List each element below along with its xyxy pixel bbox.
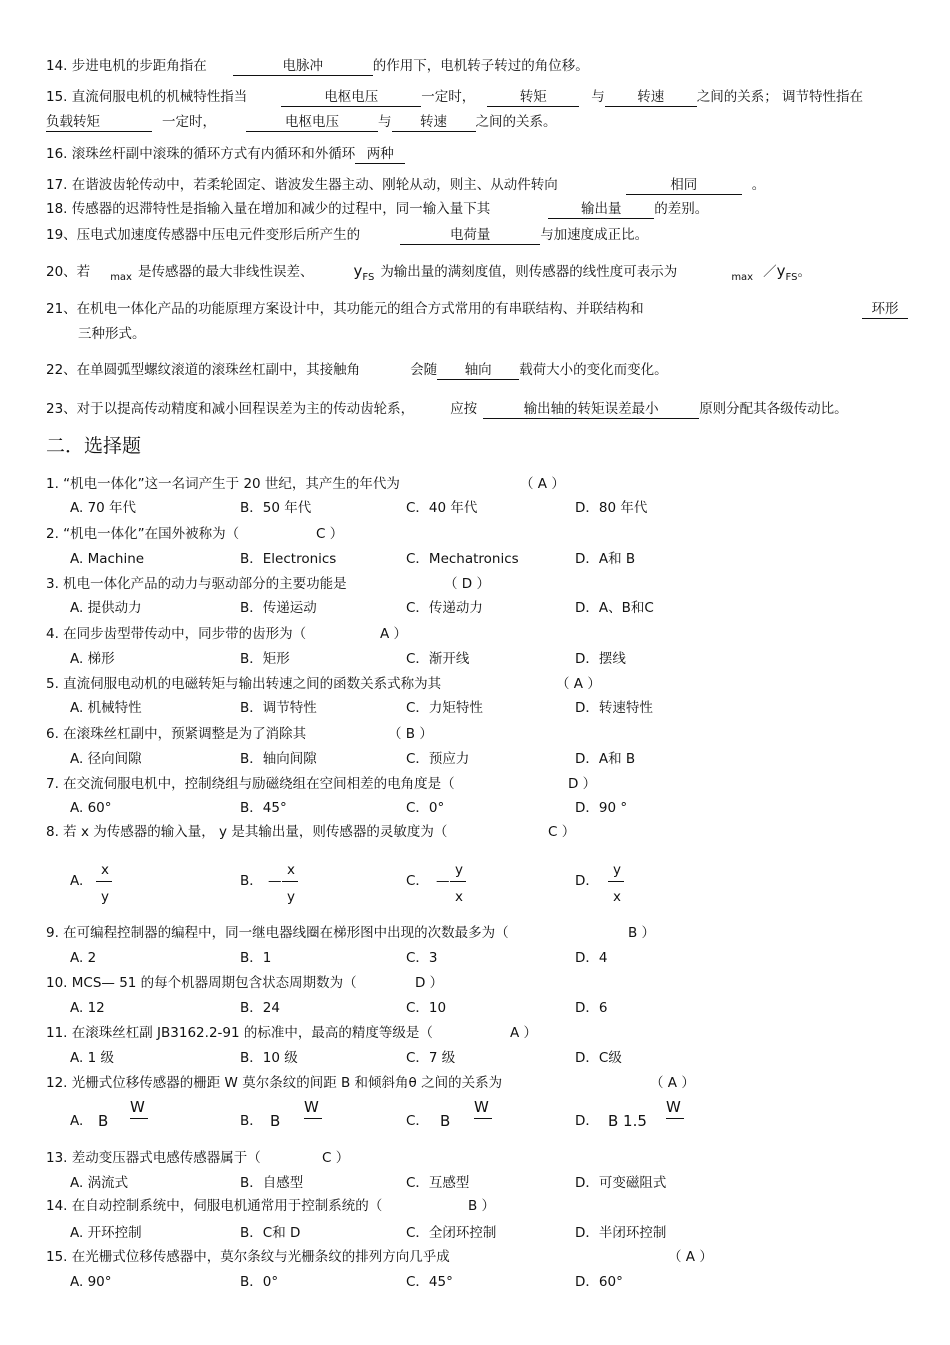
option-7-B: B．45° xyxy=(240,800,287,816)
q8-fraction-bar-A xyxy=(96,881,112,882)
question-7: 7. 在交流伺服电机中，控制绕组与励磁绕组在空间相差的电角度是（ xyxy=(46,776,455,792)
option-3-D: D．A、B和C xyxy=(575,600,654,616)
q8-denominator-C: x xyxy=(455,889,463,905)
option-5-B: B．调节特性 xyxy=(240,700,317,716)
option-15-B: B．0° xyxy=(240,1274,279,1290)
answer-2: C ） xyxy=(316,526,344,542)
question-5: 5. 直流伺服电动机的电磁转矩与输出转速之间的函数关系式称为其 xyxy=(46,676,442,692)
option-1-C: C．40 年代 xyxy=(406,500,478,516)
q21-line1: 21、在机电一体化产品的功能原理方案设计中，其功能元的组合方式常用的有串联结构、并联结构和 xyxy=(46,301,644,317)
q21-blank-wrap xyxy=(862,300,908,319)
option-8-C: C． xyxy=(406,873,429,889)
option-12-C: C． xyxy=(406,1113,429,1129)
option-15-A: A. 90° xyxy=(70,1274,112,1290)
q8-denominator-A: y xyxy=(101,889,109,905)
option-5-A: A. 机械特性 xyxy=(70,700,142,716)
option-1-D: D．80 年代 xyxy=(575,500,648,516)
q15-blank3: 转速 xyxy=(605,88,697,107)
option-10-B: B．24 xyxy=(240,1000,280,1016)
option-4-A: A. 梯形 xyxy=(70,651,115,667)
q8-fraction-bar-C xyxy=(450,881,466,882)
answer-15: （ A ） xyxy=(668,1249,713,1265)
q15-blank5: 电枢电压 xyxy=(246,113,378,132)
option-10-C: C．10 xyxy=(406,1000,447,1016)
question-11: 11. 在滚珠丝杠副 JB3162.2-91 的标准中，最高的精度等级是（ xyxy=(46,1025,433,1041)
q14-blank: 电脉冲 xyxy=(233,57,373,76)
q12-bar-C xyxy=(474,1118,492,1119)
option-9-D: D．4 xyxy=(575,950,608,966)
option-4-C: C．渐开线 xyxy=(406,651,470,667)
answer-11: A ） xyxy=(510,1025,538,1041)
q17-blank: 相同 xyxy=(626,176,742,195)
q15-line2: 负载转矩 一定时， 电枢电压 与 转速 之间的关系。 xyxy=(46,114,557,130)
option-2-D: D．A和 B xyxy=(575,551,636,567)
option-6-C: C．预应力 xyxy=(406,751,470,767)
q23-line: 23、对于以提高传动精度和减小回程误差为主的传动齿轮系， 应按 输出轴的转矩误差最小 原则分配其各级传动比。 xyxy=(46,401,848,417)
option-14-A: A. 开环控制 xyxy=(70,1225,142,1241)
q15-blank2: 转矩 xyxy=(487,88,579,107)
option-4-D: D．摆线 xyxy=(575,651,626,667)
q12-expr-B: B xyxy=(270,1112,281,1130)
option-14-D: D．半闭环控制 xyxy=(575,1225,667,1241)
option-11-A: A. 1 级 xyxy=(70,1050,114,1066)
q21-line2: 三种形式。 xyxy=(78,326,146,342)
q12-expr-C: B xyxy=(440,1112,451,1130)
q16-line: 16. 滚珠丝杆副中滚珠的循环方式有内循环和外循环 两种 xyxy=(46,145,405,164)
option-8-B: B． xyxy=(240,873,263,889)
option-9-A: A. 2 xyxy=(70,950,97,966)
option-5-D: D．转速特性 xyxy=(575,700,653,716)
q8-numerator-B: x xyxy=(287,862,295,878)
answer-6: （ B ） xyxy=(388,726,433,742)
q12-bar-D xyxy=(666,1118,684,1119)
answer-10: D ） xyxy=(415,975,444,991)
question-15: 15. 在光栅式位移传感器中，莫尔条纹与光栅条纹的排列方向几乎成 xyxy=(46,1249,450,1265)
option-15-C: C．45° xyxy=(406,1274,453,1290)
q15-blank1: 电枢电压 xyxy=(281,88,421,107)
q18-blank: 输出量 xyxy=(548,200,654,219)
option-2-A: A. Machine xyxy=(70,551,145,567)
question-13: 13. 差动变压器式电感传感器属于（ xyxy=(46,1150,261,1166)
option-8-A: A. xyxy=(70,873,84,889)
question-12: 12. 光栅式位移传感器的栅距 W 莫尔条纹的间距 B 和倾斜角θ 之间的关系为 xyxy=(46,1075,503,1091)
q15-line1: 15. 直流伺服电机的机械特性指当 电枢电压 一定时， 转矩 与 转速 之间的关系； 调节特性指在 xyxy=(46,89,864,105)
option-6-A: A. 径向间隙 xyxy=(70,751,142,767)
q17-line: 17. 在谐波齿轮传动中，若柔轮固定、谐波发生器主动、刚轮从动，则主、从动件转向 相同 。 xyxy=(46,177,766,193)
q12-w-B: W xyxy=(304,1098,319,1116)
option-1-B: B．50 年代 xyxy=(240,500,312,516)
option-4-B: B．矩形 xyxy=(240,651,290,667)
q12-w-D: W xyxy=(666,1098,681,1116)
option-14-C: C．全闭环控制 xyxy=(406,1225,497,1241)
q12-expr-A: B xyxy=(98,1112,109,1130)
option-12-D: D． xyxy=(575,1113,599,1129)
question-2: 2. “机电一体化”在国外被称为（ xyxy=(46,526,240,542)
q8-denominator-D: x xyxy=(613,889,621,905)
q8-numerator-C: y xyxy=(455,862,463,878)
option-14-B: B．C和 D xyxy=(240,1225,301,1241)
question-10: 10. MCS— 51 的每个机器周期包含状态周期数为（ xyxy=(46,975,357,991)
q8-fraction-bar-D xyxy=(608,881,624,882)
question-9: 9. 在可编程控制器的编程中，同一继电器线圈在梯形图中出现的次数最多为（ xyxy=(46,925,509,941)
answer-1: （ A ） xyxy=(520,476,565,492)
option-3-B: B．传递运动 xyxy=(240,600,317,616)
q16-blank: 两种 xyxy=(355,145,405,164)
option-12-B: B． xyxy=(240,1113,263,1129)
q19-line: 19、压电式加速度传感器中压电元件变形后所产生的 电荷量 与加速度成正比。 xyxy=(46,227,649,243)
option-8-D: D． xyxy=(575,873,599,889)
option-10-A: A. 12 xyxy=(70,1000,105,1016)
option-7-A: A. 60° xyxy=(70,800,112,816)
q21-blank: 环形 xyxy=(862,300,908,319)
q12-bar-B xyxy=(304,1118,322,1119)
question-3: 3. 机电一体化产品的动力与驱动部分的主要功能是 xyxy=(46,576,347,592)
option-7-C: C．0° xyxy=(406,800,445,816)
option-13-C: C．互感型 xyxy=(406,1175,470,1191)
q8-sign-B: — xyxy=(268,873,282,889)
option-2-B: B．Electronics xyxy=(240,551,337,567)
question-14: 14. 在自动控制系统中，伺服电机通常用于控制系统的（ xyxy=(46,1198,383,1214)
answer-9: B ） xyxy=(628,925,656,941)
q15-blank6: 转速 xyxy=(392,113,476,132)
q12-w-A: W xyxy=(130,1098,145,1116)
option-11-B: B．10 级 xyxy=(240,1050,298,1066)
option-13-D: D．可变磁阻式 xyxy=(575,1175,667,1191)
q22-blank: 轴向 xyxy=(437,361,519,380)
question-1: 1. “机电一体化”这一名词产生于 20 世纪，其产生的年代为 xyxy=(46,476,400,492)
option-13-B: B．自感型 xyxy=(240,1175,304,1191)
option-3-C: C．传递动力 xyxy=(406,600,483,616)
q22-line: 22、在单圆弧型螺纹滚道的滚珠丝杠副中，其接触角 会随 轴向 载荷大小的变化而变化。 xyxy=(46,362,668,378)
q14-line: 14. 步进电机的步距角指在 电脉冲 的作用下，电机转子转过的角位移。 xyxy=(46,58,589,74)
option-10-D: D．6 xyxy=(575,1000,608,1016)
option-11-D: D．C级 xyxy=(575,1050,622,1066)
q12-w-C: W xyxy=(474,1098,489,1116)
q19-blank: 电荷量 xyxy=(400,226,540,245)
option-1-A: A. 70 年代 xyxy=(70,500,137,516)
answer-4: A ） xyxy=(380,626,408,642)
q8-numerator-D: y xyxy=(613,862,621,878)
q23-blank: 输出轴的转矩误差最小 xyxy=(483,400,699,419)
option-9-C: C．3 xyxy=(406,950,438,966)
answer-7: D ） xyxy=(568,776,597,792)
q15-blank4: 负载转矩 xyxy=(46,113,152,132)
option-6-D: D．A和 B xyxy=(575,751,636,767)
option-2-C: C．Mechatronics xyxy=(406,551,519,567)
option-3-A: A. 提供动力 xyxy=(70,600,142,616)
option-7-D: D．90 ° xyxy=(575,800,628,816)
option-9-B: B．1 xyxy=(240,950,272,966)
section-title: 二．选择题 xyxy=(46,435,142,457)
question-8: 8. 若 x 为传感器的输入量， y 是其输出量，则传感器的灵敏度为（ xyxy=(46,824,448,840)
q8-fraction-bar-B xyxy=(282,881,298,882)
answer-5: （ A ） xyxy=(556,676,601,692)
q12-expr-D: B 1.5 xyxy=(608,1112,647,1130)
q12-bar-A xyxy=(130,1118,148,1119)
q8-sign-C: — xyxy=(436,873,450,889)
option-12-A: A. xyxy=(70,1113,84,1129)
answer-8: C ） xyxy=(548,824,576,840)
answer-12: （ A ） xyxy=(650,1075,695,1091)
option-6-B: B．轴向间隙 xyxy=(240,751,317,767)
q8-denominator-B: y xyxy=(287,889,295,905)
option-5-C: C．力矩特性 xyxy=(406,700,483,716)
q8-numerator-A: x xyxy=(101,862,109,878)
option-11-C: C．7 级 xyxy=(406,1050,456,1066)
option-15-D: D．60° xyxy=(575,1274,623,1290)
question-4: 4. 在同步齿型带传动中，同步带的齿形为（ xyxy=(46,626,307,642)
answer-13: C ） xyxy=(322,1150,350,1166)
q18-line: 18. 传感器的迟滞特性是指输入量在增加和减少的过程中，同一输入量下其 输出量 的差别。 xyxy=(46,201,709,217)
option-13-A: A. 涡流式 xyxy=(70,1175,129,1191)
answer-14: B ） xyxy=(468,1198,496,1214)
q20-line: 20、若 $_{max}$ 是传感器的最大非线性误差、 $y_{FS}$ 为输出量的满刻度值，则传感器的线性度可表示为 $_{max}$ $/y_{FS}$。 xyxy=(46,262,811,283)
question-6: 6. 在滚珠丝杠副中，预紧调整是为了消除其 xyxy=(46,726,307,742)
answer-3: （ D ） xyxy=(444,576,490,592)
